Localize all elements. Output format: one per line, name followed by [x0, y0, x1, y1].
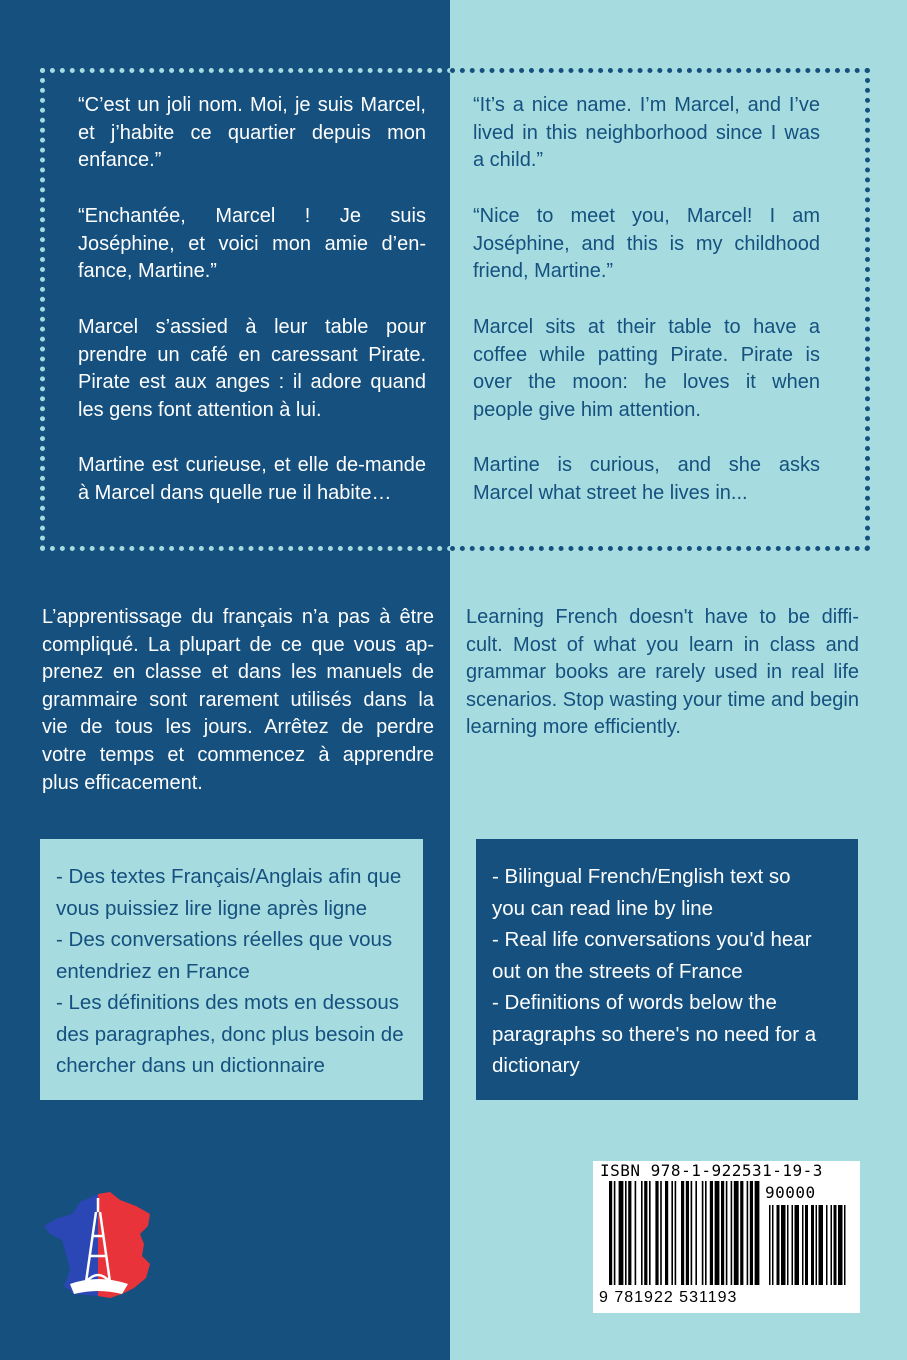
- features-en-line: - Definitions of words below the: [492, 991, 777, 1014]
- barcode-addon-bar: [831, 1205, 833, 1285]
- features-en-line: - Real life conversations you'd hear: [492, 928, 812, 951]
- barcode-bars: [609, 1181, 849, 1293]
- barcode-addon-bar: [787, 1205, 789, 1285]
- barcode-bar: [628, 1181, 631, 1285]
- features-fr-line: - Les définitions des mots en dessous: [56, 991, 399, 1014]
- ean-number: 9 781922 531193: [599, 1289, 738, 1306]
- features-fr-line: des paragraphes, donc plus besoin de: [56, 1022, 404, 1046]
- story-en-paragraph-2: “Nice to meet you, Marcel! I am Joséphine, and this is my childhood friend, Martine.”: [473, 205, 820, 283]
- barcode-bar: [695, 1181, 697, 1285]
- features-fr-line: chercher dans un dictionnaire: [56, 1054, 325, 1077]
- features-fr-line: entendriez en France: [56, 959, 250, 983]
- blurb-fr: L’apprentissage du français n’a pas à être compliqué. La plupart de ce que vous ap-prenez en classe et dans les manuels de grammaire sont rarement utilisés dans la vie de tous les jours. Arrêtez de perdre votre temps et commencez à apprendre plus efficacement.: [42, 606, 434, 794]
- barcode-bar: [755, 1181, 760, 1285]
- barcode-bar: [750, 1181, 753, 1285]
- barcode-bar: [721, 1181, 724, 1285]
- barcode-addon-bar: [819, 1205, 824, 1285]
- features-fr-line: - Des textes Français/Anglais afin que: [56, 865, 402, 888]
- barcode-addon-bar: [844, 1205, 846, 1285]
- barcode-bar: [705, 1181, 707, 1285]
- barcode-bar: [665, 1181, 668, 1285]
- barcode-bar: [614, 1181, 616, 1285]
- features-fr-line: - Des conversations réelles que vous: [56, 928, 393, 951]
- story-en-paragraph-4: Martine is curious, and she asks Marcel what street he lives in...: [473, 454, 820, 504]
- story-fr-paragraph-3: Marcel s’assied à leur table pour prendre un café en caressant Pirate. Pirate est aux anges : il adore quand les gens font attention à lui.: [78, 316, 426, 421]
- barcode-addon-bar: [769, 1205, 771, 1285]
- barcode-bar: [671, 1181, 673, 1285]
- barcode-bar: [655, 1181, 658, 1285]
- barcode-bar: [691, 1181, 693, 1285]
- barcode-addon-bar: [772, 1205, 774, 1285]
- barcode-addon-bar: [781, 1205, 786, 1285]
- barcode-addon-bar: [805, 1205, 808, 1285]
- barcode-bar: [625, 1181, 627, 1285]
- barcode-bar: [726, 1181, 728, 1285]
- barcode-addon-bar: [802, 1205, 804, 1285]
- barcode-addon-bar: [792, 1205, 794, 1285]
- features-fr-line: vous puissiez lire ligne après ligne: [56, 896, 368, 920]
- barcode-addon-bar: [826, 1205, 828, 1285]
- barcode-bar: [644, 1181, 647, 1285]
- barcode-addon-bar: [795, 1205, 800, 1285]
- barcode-bar: [740, 1181, 743, 1285]
- barcode-bar: [710, 1181, 713, 1285]
- features-en-line: - Bilingual French/English text so: [492, 865, 791, 888]
- barcode-bar: [702, 1181, 704, 1285]
- barcode-bar: [681, 1181, 684, 1285]
- story-fr-paragraph-1: “C’est un joli nom. Moi, je suis Marcel, et j’habite ce quartier depuis mon enfance.”: [78, 94, 426, 172]
- features-en-line: you can read line by line: [492, 896, 714, 920]
- features-fr-box: [40, 839, 423, 1100]
- price-code: 90000: [765, 1183, 816, 1202]
- barcode-bar: [715, 1181, 720, 1285]
- barcode-addon-bar: [816, 1205, 818, 1285]
- barcode-bar: [734, 1181, 739, 1285]
- story-en-paragraph-3: Marcel sits at their table to have a coffee while patting Pirate. Pirate is over the moon: he loves it when people give him attention.: [473, 316, 820, 421]
- barcode-addon-bar: [811, 1205, 814, 1285]
- barcode-addon-bar: [777, 1205, 780, 1285]
- barcode-addon-bar: [834, 1205, 837, 1285]
- features-en-line: paragraphs so there's no need for a: [492, 1022, 817, 1046]
- isbn-barcode: [593, 1161, 860, 1313]
- barcode-bar: [686, 1181, 689, 1285]
- story-fr-paragraph-2: “Enchantée, Marcel ! Je suis Joséphine, et voici mon amie d’en-fance, Martine.”: [78, 205, 426, 283]
- features-en-box: [476, 839, 858, 1100]
- story-fr-paragraph-4: Martine est curieuse, et elle de-mande à Marcel dans quelle rue il habite…: [78, 454, 426, 504]
- barcode-bar: [660, 1181, 662, 1285]
- barcode-bar: [675, 1181, 677, 1285]
- story-en-paragraph-1: “It’s a nice name. I’m Marcel, and I’ve lived in this neighborhood since I was a child.”: [473, 94, 820, 172]
- barcode-bar: [731, 1181, 733, 1285]
- isbn-label: ISBN 978-1-922531-19-3: [600, 1161, 823, 1180]
- barcode-bar: [635, 1181, 637, 1285]
- barcode-addon-bar: [838, 1205, 843, 1285]
- blurb-en: Learning French doesn't have to be diffi-cult. Most of what you learn in class and grammar books are rarely used in real life scenarios. Stop wasting your time and begin learning more efficiently.: [466, 606, 859, 739]
- barcode-bar: [747, 1181, 749, 1285]
- barcode-bar: [641, 1181, 643, 1285]
- features-en-line: dictionary: [492, 1054, 580, 1077]
- france-flag-map-eiffel-tower-icon: [40, 1190, 158, 1300]
- barcode-bar: [609, 1181, 612, 1285]
- barcode-bar: [649, 1181, 651, 1285]
- barcode-bar: [619, 1181, 624, 1285]
- features-en-line: out on the streets of France: [492, 959, 743, 983]
